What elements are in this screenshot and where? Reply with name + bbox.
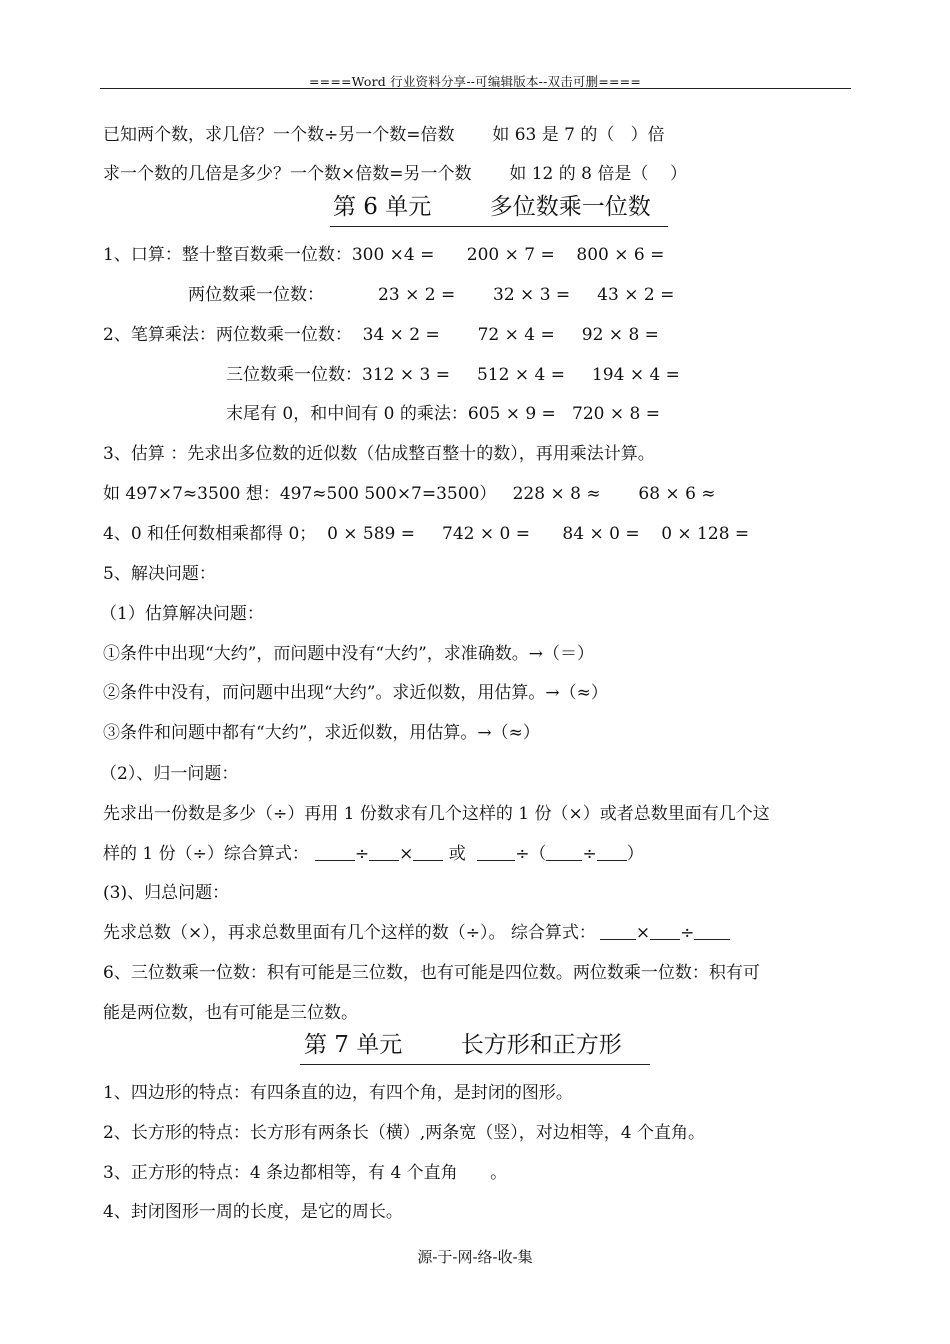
divide-sign: ÷ <box>582 844 597 864</box>
unit6-line-7: 如 497×7≈3500 想：497≈500 500×7=3500） 228 × 8 ≈ 68 × 6 ≈ <box>103 484 716 504</box>
unit7-line-1: 1、四边形的特点：有四条直的边，有四个角，是封闭的图形。 <box>103 1083 573 1103</box>
unit6-line-13: ③条件和问题中都有“大约”，求近似数，用估算。→（≈） <box>103 723 540 743</box>
unit6-line-3: 2、笔算乘法：两位数乘一位数： 34 × 2 = 72 × 4 = 92 × 8 = <box>103 325 659 345</box>
unit6-line-18 <box>103 923 730 943</box>
unit7-line-2: 2、长方形的特点：长方形有两条长（横）,两条宽（竖），对边相等，4 个直角。 <box>103 1123 705 1143</box>
divide-sign: ÷ <box>354 844 370 864</box>
multiply-sign: × <box>635 923 651 943</box>
unit6-line-5: 末尾有 0，和中间有 0 的乘法：605 × 9 = 720 × 8 = <box>226 404 660 424</box>
divide-sign: ÷ <box>680 923 695 943</box>
unit6-line-12: ②条件中没有，而问题中出现“大约”。求近似数，用估算。→（≈） <box>103 683 608 703</box>
answer-blank <box>315 846 355 861</box>
unit6-line-4: 三位数乘一位数：312 × 3 = 512 × 4 = 194 × 4 = <box>226 365 680 385</box>
unit6-line-9: 5、解决问题： <box>103 564 216 584</box>
answer-blank <box>546 846 582 861</box>
answer-blank <box>600 925 636 940</box>
intro-line-2: 求一个数的几倍是多少？一个数×倍数=另一个数 如 12 的 8 倍是（ ） <box>103 164 687 184</box>
answer-blank <box>477 846 515 861</box>
intro-line-1: 已知两个数，求几倍？一个数÷另一个数=倍数 如 63 是 7 的（ ）倍 <box>103 125 665 145</box>
multiply-sign: × <box>399 844 414 864</box>
unit7-line-3: 3、正方形的特点：4 条边都相等，有 4 个直角 。 <box>103 1163 508 1183</box>
unit6-line-8: 4、0 和任何数相乘都得 0； 0 × 589 = 742 × 0 = 84 × 0 = 0 × 128 = <box>103 524 750 544</box>
answer-blank <box>694 925 730 940</box>
unit6-line-16 <box>103 844 644 864</box>
or-word: 或 <box>443 844 472 864</box>
unit6-title-underline <box>330 226 668 227</box>
unit6-line-10: （1）估算解决问题： <box>100 604 264 624</box>
unit6-line-19: 6、三位数乘一位数：积有可能是三位数，也有可能是四位数。两位数乘一位数：积有可 <box>103 963 760 983</box>
page-header: ====Word 行业资料分享--可编辑版本--双击可删==== <box>308 74 642 89</box>
divide-open-paren: ÷（ <box>515 844 547 864</box>
unit6-line-15: 先求出一份数是多少（÷）再用 1 份数求有几个这样的 1 份（×）或者总数里面有几个这 <box>103 804 770 824</box>
unit6-title: 第 6 单元 多位数乘一位数 <box>333 194 651 220</box>
answer-blank <box>650 925 680 940</box>
unit7-line-4: 4、封闭图形一周的长度，是它的周长。 <box>103 1202 403 1222</box>
unit6-line-20: 能是两位数，也有可能是三位数。 <box>103 1003 358 1023</box>
unit6-line-2: 两位数乘一位数： 23 × 2 = 32 × 3 = 43 × 2 = <box>188 285 675 305</box>
close-paren: ） <box>626 844 644 864</box>
unit6-line-6: 3、估算 ：先求出多位数的近似数（估成整百整十的数），再用乘法计算。 <box>103 444 655 464</box>
unit6-line-17: (3)、归总问题： <box>103 883 230 903</box>
formula-label: 样的 1 份（÷）综合算式： <box>103 844 309 864</box>
unit7-title: 第 7 单元 长方形和正方形 <box>304 1032 622 1058</box>
page-footer: 源-于-网-络-收-集 <box>417 1248 533 1266</box>
answer-blank <box>413 846 443 861</box>
header-divider <box>100 88 851 89</box>
answer-blank <box>369 846 399 861</box>
unit7-title-underline <box>300 1064 650 1065</box>
unit6-line-1: 1、口算：整十整百数乘一位数：300 ×4 = 200 × 7 = 800 × 6 = <box>103 245 665 265</box>
answer-blank <box>597 846 627 861</box>
unit6-line-14: （2）、归一问题： <box>100 764 239 784</box>
formula-label: 先求总数（×），再求总数里面有几个这样的数（÷）。 综合算式： <box>103 923 596 943</box>
unit6-line-11: ①条件中出现“大约”，而问题中没有“大约”，求准确数。→（＝） <box>103 644 595 664</box>
